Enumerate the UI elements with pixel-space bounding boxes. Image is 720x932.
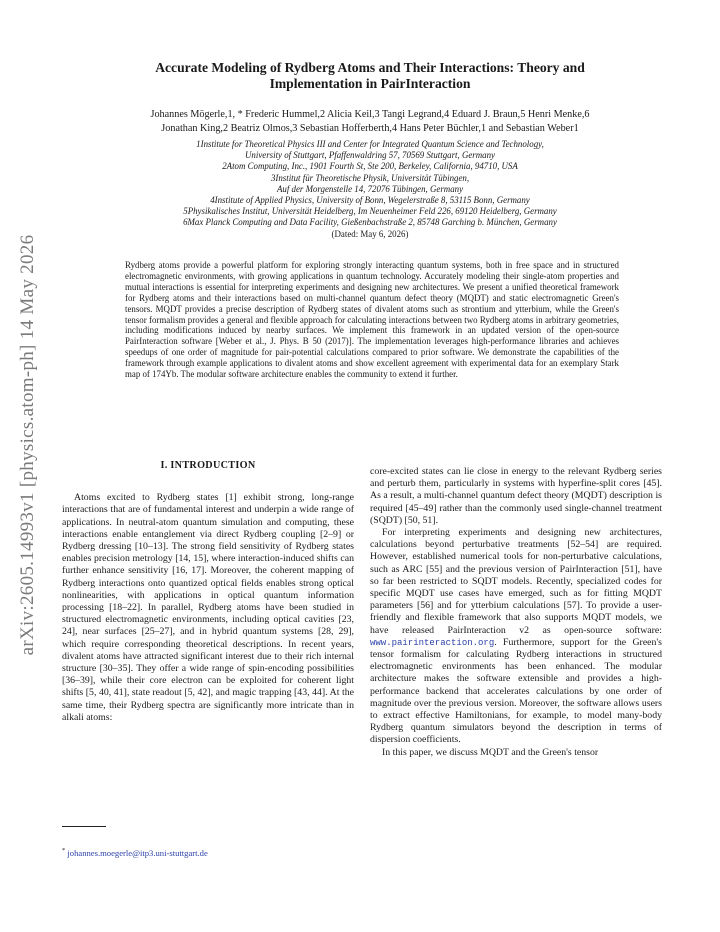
affiliation-line: University of Stuttgart, Pfaffenwaldring 57, 70569 Stuttgart, Germany — [245, 150, 495, 161]
paragraph-text: For interpreting experiments and designing new architectures, calculations beyond perturbative treatments [52–54] are required. However, established numerical tools for non-perturbative calculations, such as ARC [55] and the previous version of PairInteraction [51], have so far been restricted to SQDT models. Recently, specialized codes for specific MQDT use cases have emerged, such as for fitting MQDT parameters [56] and for ytterbium calculations [57]. To provide a user-friendly and flexible framework that also supports MQDT models, we have released PairInteraction v2 as open-source software: — [370, 527, 662, 636]
affiliation-line: 6Max Planck Computing and Data Facility, Gießenbachstraße 2, 85748 Garching b. München, Germany — [183, 217, 557, 228]
intro-paragraph — [370, 527, 662, 747]
intro-paragraph: Atoms excited to Rydberg states [1] exhibit strong, long-range interactions that are of fundamental interest and underpin a wide range of applications. In neutral-atom quantum simulation and computing, these interactions enable entanglement via direct Rydberg coupling [2–9] or Rydberg dressing [10–13]. The strong field sensitivity of Rydberg states enables precision metrology [14, 15], where interaction-induced shifts can further enhance sensitivity [16, 17]. Moreover, the coherent mapping of Rydberg interactions onto quantized optical fields enables strong optical nonlinearities, with applications in optical quantum information processing [18–22]. In parallel, Rydberg atoms have been studied in structured electromagnetic environments, including optical cavities [23, 24], near surfaces [25–27], and in hybrid quantum systems [28, 29], which require corresponding theoretical descriptions. In recent years, divalent atoms have attracted significant interest due to their rich internal structure [30–35]. They offer a wide range of spin-encoding possibilities [36–39], while their core electron can be exploited for coherent light shifts [5, 40, 41], state readout [5, 42], and magic trapping [43, 44]. At the same time, their Rydberg spectra are significantly more intricate than in alkali atoms: — [62, 492, 354, 723]
affiliation-line: 3Institut für Theoretische Physik, Universität Tübingen, — [270, 172, 470, 183]
title-line-1: Accurate Modeling of Rydberg Atoms and Their Interactions: Theory and — [155, 60, 585, 75]
section-heading: I. INTRODUCTION — [160, 460, 256, 471]
arxiv-identifier: arXiv:2605.14993v1 [physics.atom-ph] 14 May 2026 — [17, 234, 38, 656]
authors-line-2: Jonathan King,2 Beatriz Olmos,3 Sebastian Hofferberth,4 Hans Peter Büchler,1 and Sebastian Weber1 — [161, 123, 579, 134]
corresponding-author-footnote — [62, 848, 208, 858]
authors-line-1: Johannes Mögerle,1, * Frederic Hummel,2 Alicia Keil,3 Tangi Legrand,4 Eduard J. Braun,5 Henri Menke,6 — [150, 109, 590, 120]
affiliation-line: 2Atom Computing, Inc., 1901 Fourth St, Ste 200, Berkeley, California, 94710, USA — [222, 161, 518, 172]
arxiv-sidebar-stamp — [8, 230, 48, 660]
affiliation-line: 5Physikalisches Institut, Universität Heidelberg, Im Neuenheimer Feld 226, 69120 Heidelberg, Germany — [183, 206, 557, 217]
intro-paragraph: core-excited states can lie close in energy to the relevant Rydberg series and perturb them, particularly in systems with hyperfine-split cores [45]. As a result, a multi-channel quantum defect theory (MQDT) description is required [45–49] rather than the commonly used single-channel treatment (SQDT) [50, 51]. — [370, 466, 662, 526]
dated-line: (Dated: May 6, 2026) — [331, 228, 409, 239]
abstract-text: Rydberg atoms provide a powerful platform for exploring strongly interacting quantum systems, both in free space and in structured electromagnetic environments, with growing applications in quantum technology. Accurately modeling their single-atom properties and mutual interactions is essential for interpreting experiments and designing new architectures. We present a unified theoretical framework for Rydberg atoms and their interactions based on multi-channel quantum defect theory (MQDT) and static electromagnetic Green's tensors. MQDT provides a precise description of Rydberg states of divalent atoms such as strontium and ytterbium, while the Green's tensor formalism provides a general and flexible approach for calculating interactions between two Rydberg atoms in arbitrary geometries, including modifications induced by nearby surfaces. We implement this framework in an updated version of the open-source PairInteraction software [Weber et al., J. Phys. B 50 (2017)]. The implementation leverages high-performance libraries and achieves speedups of one order of magnitude for pair-potential calculations compared to prior software. We demonstrate the capabilities of the framework through example applications to divalent atoms and show excellent agreement with experimental data for an exemplary Stark map of 174Yb. The modular software architecture enables the community to extend it further. — [125, 260, 619, 380]
affiliation-line: 4Institute of Applied Physics, University of Bonn, Wegelerstraße 8, 53115 Bonn, Germany — [210, 195, 530, 206]
paper-title — [90, 60, 650, 92]
abstract — [125, 260, 619, 380]
author-list — [50, 108, 690, 136]
affiliations — [50, 139, 690, 240]
affiliation-line: Auf der Morgenstelle 14, 72076 Tübingen, Germany — [276, 183, 464, 194]
paragraph-text: . Furthermore, support for the Green's tensor formalism for calculating Rydberg interactions in structured electromagnetic environments has been enhanced. The modular architecture makes the software extensible and provides a high-performance backend that accelerates calculations by one order of magnitude over the previous version. Moreover, the software allows users to extract effective Hamiltonians, for example, to model many-body Rydberg quantum simulators beyond the description in terms of dispersion coefficients. — [370, 636, 662, 746]
project-url-link[interactable]: www.pairinteraction.org — [370, 637, 495, 648]
footnote-marker: * — [62, 847, 66, 855]
title-line-2: Implementation in PairInteraction — [269, 76, 471, 91]
email-link[interactable]: johannes.moegerle@itp3.uni-stuttgart.de — [67, 848, 208, 858]
right-column — [370, 466, 662, 759]
intro-paragraph: In this paper, we discuss MQDT and the Green's tensor — [382, 746, 599, 758]
left-column — [62, 460, 354, 724]
footnote-rule — [62, 826, 106, 827]
affiliation-line: 1Institute for Theoretical Physics III and Center for Integrated Quantum Science and Technology, — [196, 139, 544, 149]
